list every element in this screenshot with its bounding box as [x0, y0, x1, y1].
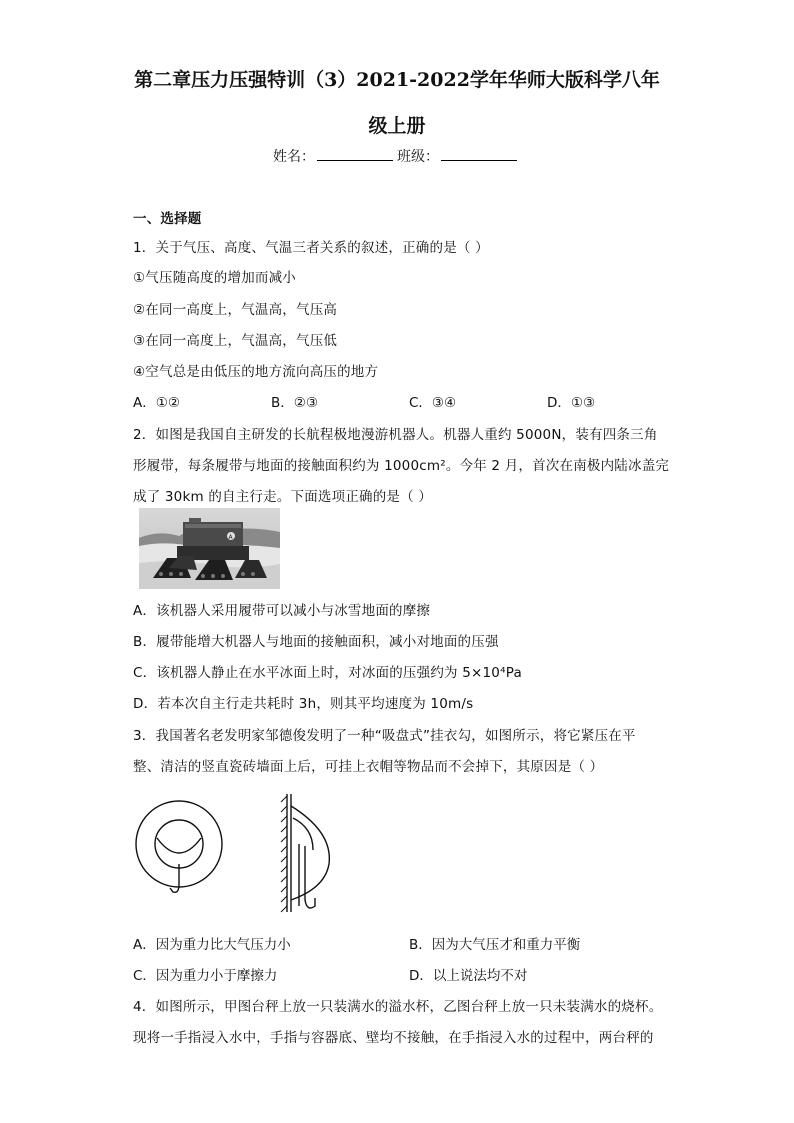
- q3-option-c[interactable]: C．因为重力小于摩擦力: [133, 968, 278, 984]
- q2-stem-line-2: 形履带，每条履带与地面的接触面积约为 1000cm²。今年 2 月，首次在南极内陆冰盖完: [133, 458, 670, 474]
- q3-option-b[interactable]: B．因为大气压才和重力平衡: [409, 937, 581, 953]
- q2-option-a[interactable]: A．该机器人采用履带可以减小与冰雪地面的摩擦: [133, 603, 431, 619]
- q2-stem-line-1: 2．如图是我国自主研发的长航程极地漫游机器人。机器人重约 5000N，装有四条三角: [133, 427, 658, 443]
- q2-option-d[interactable]: D．若本次自主行走共耗时 3h，则其平均速度为 10m/s: [133, 696, 474, 712]
- class-blank[interactable]: [441, 148, 517, 161]
- q3-option-d[interactable]: D．以上说法均不对: [409, 968, 528, 984]
- q4-stem-line-1: 4．如图所示，甲图台秤上放一只装满水的溢水杯，乙图台秤上放一只未装满水的烧杯。: [133, 999, 663, 1015]
- q1-option-a[interactable]: A．①②: [133, 395, 180, 411]
- student-info: [0, 146, 794, 166]
- title-line-1: 第二章压力压强特训（3）2021-2022学年华师大版科学八年: [134, 69, 660, 91]
- q1-item-3: ③在同一高度上，气温高，气压低: [133, 333, 338, 349]
- q2-option-c[interactable]: C．该机器人静止在水平冰面上时，对冰面的压强约为 5×10⁴Pa: [133, 665, 522, 681]
- q1-option-c[interactable]: C．③④: [409, 395, 457, 411]
- q1-stem: 1．关于气压、高度、气温三者关系的叙述，正确的是（ ）: [133, 240, 489, 256]
- section-heading: 一、选择题: [133, 211, 202, 227]
- class-label: 班级：: [397, 149, 439, 165]
- q1-item-2: ②在同一高度上，气温高，气压高: [133, 302, 338, 318]
- name-label: 姓名：: [273, 149, 315, 165]
- suction-hook-figure: [133, 788, 373, 922]
- q2-option-b[interactable]: B．履带能增大机器人与地面的接触面积，减小对地面的压强: [133, 634, 499, 650]
- q1-item-4: ④空气总是由低压的地方流向高压的地方: [133, 364, 379, 380]
- title-line-2: 级上册: [368, 115, 426, 137]
- q2-stem-line-3: 成了 30km 的自主行走。下面选项正确的是（ ）: [133, 489, 433, 505]
- q1-option-b[interactable]: B．②③: [271, 395, 318, 411]
- q1-item-1: ①气压随高度的增加而减小: [133, 270, 297, 286]
- polar-robot-image: [139, 508, 280, 589]
- robot-logo-letter: A: [228, 534, 233, 541]
- q3-stem-line-2: 整、清洁的竖直瓷砖墙面上后，可挂上衣帽等物品而不会掉下，其原因是（ ）: [133, 759, 604, 775]
- q4-stem-line-2: 现将一手指浸入水中，手指与容器底、壁均不接触，在手指浸入水的过程中，两台秤的: [133, 1030, 654, 1046]
- q1-option-d[interactable]: D．①③: [547, 395, 596, 411]
- q3-option-a[interactable]: A．因为重力比大气压力小: [133, 937, 291, 953]
- q3-stem-line-1: 3．我国著名老发明家邹德俊发明了一种“吸盘式”挂衣勾，如图所示，将它紧压在平: [133, 728, 636, 744]
- name-blank[interactable]: [317, 148, 393, 161]
